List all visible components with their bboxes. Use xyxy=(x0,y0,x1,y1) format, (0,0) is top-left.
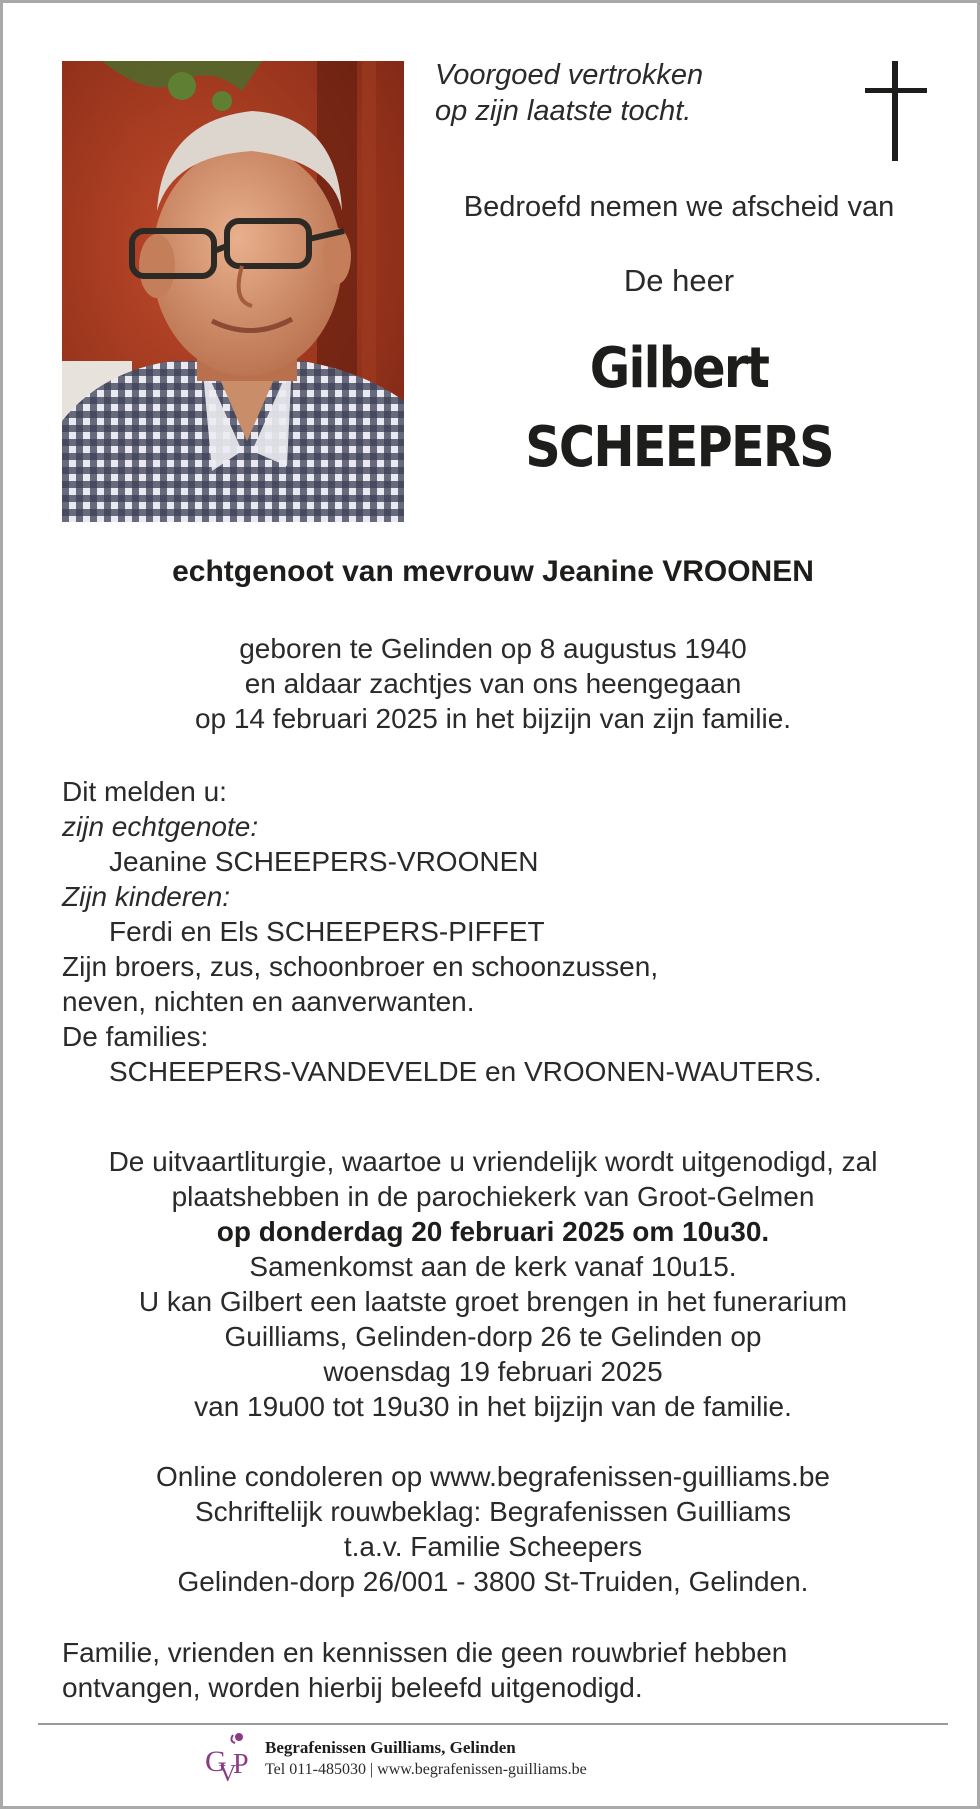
text-line: Gelinden-dorp 26/001 - 3800 St-Truiden, Gelinden. xyxy=(177,1566,809,1597)
families-names: SCHEEPERS-VANDEVELDE en VROONEN-WAUTERS. xyxy=(109,1056,822,1087)
service-date: op donderdag 20 februari 2025 om 10u30. xyxy=(216,1216,770,1247)
funeral-service-info xyxy=(3,1144,980,1424)
children-names: Ferdi en Els SCHEEPERS-PIFFET xyxy=(109,916,545,947)
text-line: Guilliams, Gelinden-dorp 26 te Gelinden op xyxy=(224,1321,762,1352)
text-line: Online condoleren op www.begrafenissen-guilliams.be xyxy=(156,1461,830,1492)
text-line: ontvangen, worden hierbij beleefd uitgenodigd. xyxy=(62,1672,643,1703)
honorific: De heer xyxy=(623,263,735,298)
announcement-lead: Dit melden u: xyxy=(62,776,227,807)
relatives-line: Zijn broers, zus, schoonbroer en schoonzussen, xyxy=(62,951,659,982)
funeral-home-logo-icon xyxy=(203,1731,257,1791)
birth-death-info xyxy=(3,631,980,736)
family-announcement xyxy=(62,774,822,1089)
children-label: Zijn kinderen: xyxy=(62,881,231,912)
quote-line: op zijn laatste tocht. xyxy=(435,95,692,127)
text-line: U kan Gilbert een laatste groet brengen in het funerarium xyxy=(138,1286,848,1317)
text-line: Familie, vrienden en kennissen die geen rouwbrief hebben xyxy=(62,1637,788,1668)
funeral-home-footer xyxy=(265,1737,587,1781)
quote-line: Voorgoed vertrokken xyxy=(435,59,704,91)
svg-text:P: P xyxy=(233,1749,249,1780)
text-line: en aldaar zachtjes van ons heengegaan xyxy=(244,668,742,699)
spouse-name: Jeanine SCHEEPERS-VROONEN xyxy=(109,846,539,877)
text-line: op 14 februari 2025 in het bijzijn van zijn familie. xyxy=(194,703,792,734)
text-line: Samenkomst aan de kerk vanaf 10u15. xyxy=(249,1251,737,1282)
families-label: De families: xyxy=(62,1021,209,1052)
cross-icon xyxy=(865,61,927,161)
portrait-photo xyxy=(62,61,404,522)
text-line: Schriftelijk rouwbeklag: Begrafenissen Guilliams xyxy=(194,1496,792,1527)
deceased-first-name: Gilbert xyxy=(589,336,769,401)
funeral-home-name: Begrafenissen Guilliams, Gelinden xyxy=(265,1738,516,1757)
intro-text: Bedroefd nemen we afscheid van xyxy=(463,191,895,223)
text-line: van 19u00 tot 19u30 in het bijzijn van de familie. xyxy=(194,1391,792,1422)
condolence-info xyxy=(3,1459,980,1599)
text-line: t.a.v. Familie Scheepers xyxy=(343,1531,643,1562)
text-line: De uitvaartliturgie, waartoe u vriendelijk wordt uitgenodigd, zal xyxy=(108,1146,878,1177)
deceased-last-name: SCHEEPERS xyxy=(525,415,833,480)
svg-text:V: V xyxy=(219,1761,237,1787)
svg-text:G: G xyxy=(205,1745,227,1778)
footer-divider xyxy=(38,1723,948,1725)
spouse-line: echtgenoot van mevrouw Jeanine VROONEN xyxy=(172,555,814,588)
funeral-home-contact: Tel 011-485030 | www.begrafenissen-guilliams.be xyxy=(265,1761,587,1778)
spouse-label: zijn echtgenote: xyxy=(62,811,259,842)
closing-note xyxy=(62,1635,787,1705)
quote xyxy=(435,57,703,129)
text-line: geboren te Gelinden op 8 augustus 1940 xyxy=(239,633,747,664)
relatives-line: neven, nichten en aanverwanten. xyxy=(62,986,475,1017)
text-line: woensdag 19 februari 2025 xyxy=(323,1356,663,1387)
text-line: plaatshebben in de parochiekerk van Groot-Gelmen xyxy=(171,1181,815,1212)
